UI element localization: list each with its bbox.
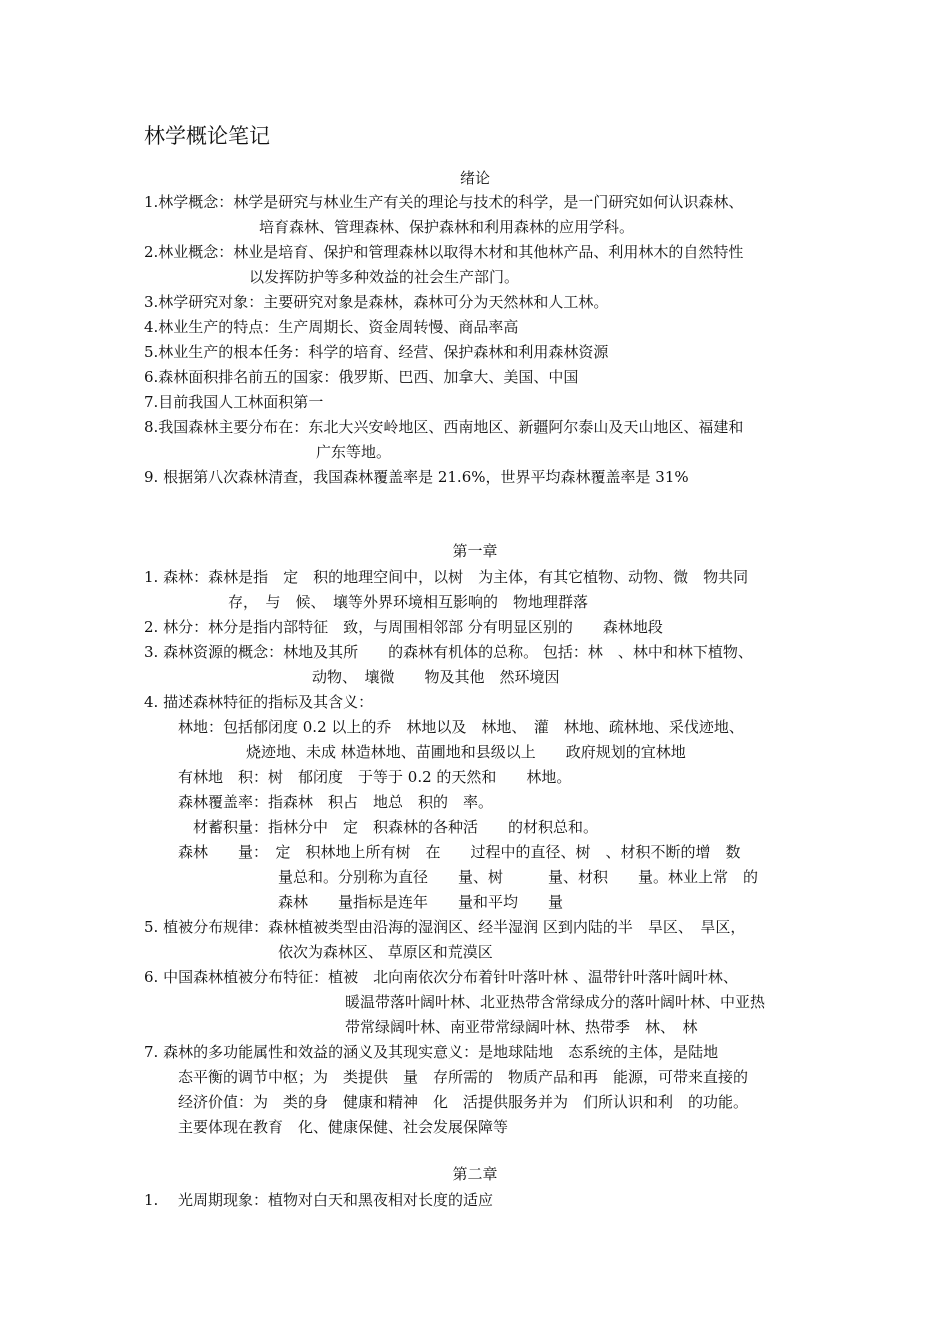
ch1-line-21: 态平衡的调节中枢；为 类提供 量 存所需的 物质产品和再 能源，可带来直接的 — [178, 1068, 749, 1086]
intro-line-12: 9. 根据第八次森林清查，我国森林覆盖率是 21.6%，世界平均森林覆盖率是 31% — [144, 468, 689, 486]
intro-line-5: 3.林学研究对象：主要研究对象是森林，森林可分为天然林和人工林。 — [144, 293, 609, 311]
ch2-item-number: 1. — [144, 1191, 159, 1209]
intro-line-6: 4.林业生产的特点：生产周期长、资金周转慢、商品率高 — [144, 318, 519, 336]
ch1-line-11: 材蓄积量：指林分中 定 积森林的各种活 的材积总和。 — [193, 818, 599, 836]
intro-line-11: 广东等地。 — [316, 443, 392, 461]
ch1-line-2: 存， 与 候、 壤等外界环境相互影响的 物地理群落 — [228, 593, 589, 611]
ch1-line-18: 暖温带落叶阔叶林、北亚热带含常绿成分的落叶阔叶林、中亚热 — [345, 993, 766, 1011]
ch1-line-17: 6. 中国森林植被分布特征：植被 北向南依次分布着针叶落叶林 、温带针叶落叶阔叶林、 — [144, 968, 738, 986]
ch1-line-19: 带常绿阔叶林、南亚带常绿阔叶林、热带季 林、 林 — [345, 1018, 698, 1036]
ch1-line-4: 3. 森林资源的概念：林地及其所 的森林有机体的总称。 包括：林 、林中和林下植物、 — [144, 643, 753, 661]
ch1-line-1: 1. 森林：森林是指 定 积的地理空间中，以树 为主体，有其它植物、动物、微 物共同 — [144, 568, 749, 586]
section-heading-chapter2: 第二章 — [452, 1165, 498, 1183]
intro-line-1: 1.林学概念：林学是研究与林业生产有关的理论与技术的科学，是一门研究如何认识森林、 — [144, 193, 744, 211]
ch1-line-6: 4. 描述森林特征的指标及其含义： — [144, 693, 374, 711]
ch1-line-20: 7. 森林的多功能属性和效益的涵义及其现实意义：是地球陆地 态系统的主体，是陆地 — [144, 1043, 719, 1061]
ch1-line-8: 烧迹地、未成 林造林地、苗圃地和县级以上 政府规划的宜林地 — [246, 743, 686, 761]
ch1-line-15: 5. 植被分布规律：森林植被类型由沿海的湿润区、经半湿润 区到内陆的半 旱区、 旱区， — [144, 918, 746, 936]
ch1-line-12: 森林 量： 定 积林地上所有树 在 过程中的直径、树 、材积不断的增 数 — [178, 843, 741, 861]
ch1-line-10: 森林覆盖率：指森林 积占 地总 积的 率。 — [178, 793, 494, 811]
ch1-line-3: 2. 林分：林分是指内部特征 致，与周围相邻部 分有明显区别的 森林地段 — [144, 618, 663, 636]
intro-line-10: 8.我国森林主要分布在：东北大兴安岭地区、西南地区、新疆阿尔泰山及天山地区、福建和 — [144, 418, 744, 436]
ch1-line-5: 动物、 壤微 物及其他 然环境因 — [312, 668, 560, 686]
ch1-line-16: 依次为森林区、 草原区和荒漠区 — [278, 943, 493, 961]
ch2-item-text: 光周期现象：植物对白天和黑夜相对长度的适应 — [178, 1191, 494, 1209]
ch1-line-22: 经济价值：为 类的身 健康和精神 化 活提供服务并为 们所认识和利 的功能。 — [178, 1093, 749, 1111]
intro-line-8: 6.森林面积排名前五的国家：俄罗斯、巴西、加拿大、美国、中国 — [144, 368, 579, 386]
intro-line-4: 以发挥防护等多种效益的社会生产部门。 — [249, 268, 520, 286]
ch1-line-7: 林地：包括郁闭度 0.2 以上的乔 林地以及 林地、 灌 林地、疏林地、采伐迹地、 — [178, 718, 744, 736]
ch1-line-14: 森林 量指标是连年 量和平均 量 — [278, 893, 564, 911]
ch1-line-9: 有林地 积：树 郁闭度 于等于 0.2 的天然和 林地。 — [178, 768, 572, 786]
section-heading-chapter1: 第一章 — [452, 542, 498, 560]
intro-line-2: 培育森林、管理森林、保护森林和利用森林的应用学科。 — [259, 218, 635, 236]
intro-line-9: 7.目前我国人工林面积第一 — [144, 393, 324, 411]
intro-line-7: 5.林业生产的根本任务：科学的培育、经营、保护森林和利用森林资源 — [144, 343, 609, 361]
ch1-line-23: 主要体现在教育 化、健康保健、社会发展保障等 — [178, 1118, 509, 1136]
document-title: 林学概论笔记 — [144, 124, 270, 148]
section-heading-intro: 绪论 — [459, 169, 490, 187]
intro-line-3: 2.林业概念：林业是培育、保护和管理森林以取得木材和其他林产品、利用林木的自然特性 — [144, 243, 744, 261]
ch1-line-13: 量总和。分别称为直径 量、树 量、材积 量。林业上常 的 — [278, 868, 759, 886]
